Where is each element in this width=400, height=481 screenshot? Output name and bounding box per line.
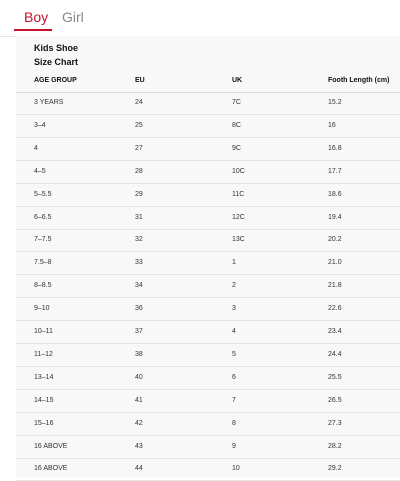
age-group-cell: 5–5.5 — [34, 190, 52, 198]
eu-size-cell: 31 — [135, 213, 143, 221]
eu-size-cell: 38 — [135, 350, 143, 358]
foot-length-cell: 20.2 — [328, 236, 342, 244]
eu-size-cell: 41 — [135, 396, 143, 404]
uk-size-cell: 4 — [232, 328, 236, 335]
foot-length-cell: 25.5 — [328, 373, 342, 381]
table-row — [16, 436, 400, 459]
table-row — [16, 92, 400, 115]
table-row — [16, 298, 400, 321]
foot-length-cell: 17.7 — [328, 167, 342, 175]
column-header-foot-length: Footh Length (cm) — [328, 77, 390, 84]
chart-heading-line1: Kids Shoe — [34, 43, 79, 53]
eu-size-cell: 44 — [135, 465, 143, 473]
uk-size-cell: 2 — [232, 282, 236, 290]
uk-size-cell: 13C — [232, 236, 245, 244]
foot-length-cell: 21.0 — [328, 259, 342, 267]
age-group-cell: 7–7.5 — [34, 236, 52, 244]
table-header — [16, 70, 400, 93]
foot-length-cell: 23.4 — [328, 328, 342, 335]
age-group-cell: 14–15 — [34, 396, 54, 404]
eu-size-cell: 40 — [135, 373, 143, 381]
column-header-eu: EU — [135, 77, 145, 84]
eu-size-cell: 34 — [135, 282, 143, 290]
foot-length-cell: 18.6 — [328, 190, 342, 198]
foot-length-cell: 28.2 — [328, 442, 342, 450]
age-group-cell: 3 YEARS — [34, 99, 64, 106]
eu-size-cell: 25 — [135, 121, 143, 129]
foot-length-cell: 27.3 — [328, 419, 342, 427]
table-row — [16, 138, 400, 161]
foot-length-cell: 24.4 — [328, 350, 342, 358]
uk-size-cell: 10 — [232, 465, 240, 473]
age-group-cell: 15–16 — [34, 419, 54, 427]
age-group-cell: 11–12 — [34, 350, 53, 358]
foot-length-cell: 16 — [328, 121, 336, 129]
age-group-cell: 4–5 — [34, 167, 46, 175]
eu-size-cell: 33 — [135, 259, 143, 267]
age-group-cell: 4 — [34, 144, 38, 152]
age-group-cell: 16 ABOVE — [34, 465, 68, 473]
uk-size-cell: 12C — [232, 213, 245, 221]
uk-size-cell: 1 — [232, 259, 236, 267]
foot-length-cell: 19.4 — [328, 213, 342, 221]
age-group-cell: 7.5–8 — [34, 259, 52, 267]
age-group-cell: 16 ABOVE — [34, 442, 68, 450]
uk-size-cell: 11C — [232, 190, 245, 198]
tab-girl[interactable]: Girl — [62, 9, 84, 25]
size-chart-panel — [16, 36, 400, 478]
age-group-cell: 13–14 — [34, 373, 54, 381]
table-row — [16, 344, 400, 367]
foot-length-cell: 22.6 — [328, 305, 342, 313]
eu-size-cell: 29 — [135, 190, 143, 198]
foot-length-cell: 29.2 — [328, 465, 342, 473]
table-row — [16, 367, 400, 390]
table-row — [16, 413, 400, 436]
age-group-cell: 10–11 — [34, 328, 53, 335]
eu-size-cell: 24 — [135, 99, 143, 106]
table-row — [16, 390, 400, 413]
uk-size-cell: 8C — [232, 121, 241, 129]
table-row — [16, 275, 400, 298]
uk-size-cell: 6 — [232, 373, 236, 381]
foot-length-cell: 26.5 — [328, 396, 342, 404]
table-row — [16, 207, 400, 230]
age-group-cell: 9–10 — [34, 305, 50, 313]
table-row — [16, 229, 400, 252]
age-group-cell: 3–4 — [34, 121, 46, 129]
eu-size-cell: 42 — [135, 419, 143, 427]
column-header-uk: UK — [232, 77, 243, 84]
eu-size-cell: 28 — [135, 167, 143, 175]
age-group-cell: 8–8.5 — [34, 282, 52, 290]
foot-length-cell: 15.2 — [328, 99, 342, 106]
uk-size-cell: 7 — [232, 396, 236, 404]
table-row — [16, 321, 400, 344]
tab-boy[interactable]: Boy — [24, 9, 49, 25]
uk-size-cell: 7C — [232, 99, 241, 106]
active-tab-indicator — [14, 29, 52, 31]
eu-size-cell: 37 — [135, 328, 143, 335]
age-group-cell: 6–6.5 — [34, 213, 52, 221]
chart-heading-line2: Size Chart — [34, 57, 79, 67]
table-row — [16, 184, 400, 207]
column-header-age-group: AGE GROUP — [34, 77, 77, 84]
eu-size-cell: 36 — [135, 305, 143, 313]
eu-size-cell: 43 — [135, 442, 143, 450]
gender-tabs — [0, 0, 400, 37]
table-row — [16, 252, 400, 275]
table-row — [16, 115, 400, 138]
uk-size-cell: 9 — [232, 442, 236, 450]
uk-size-cell: 3 — [232, 305, 236, 313]
foot-length-cell: 16.8 — [328, 144, 342, 152]
foot-length-cell: 21.8 — [328, 282, 342, 290]
uk-size-cell: 8 — [232, 419, 236, 427]
eu-size-cell: 32 — [135, 236, 143, 244]
eu-size-cell: 27 — [135, 144, 143, 152]
uk-size-cell: 9C — [232, 144, 241, 152]
uk-size-cell: 10C — [232, 167, 245, 175]
table-row — [16, 161, 400, 184]
uk-size-cell: 5 — [232, 350, 236, 358]
